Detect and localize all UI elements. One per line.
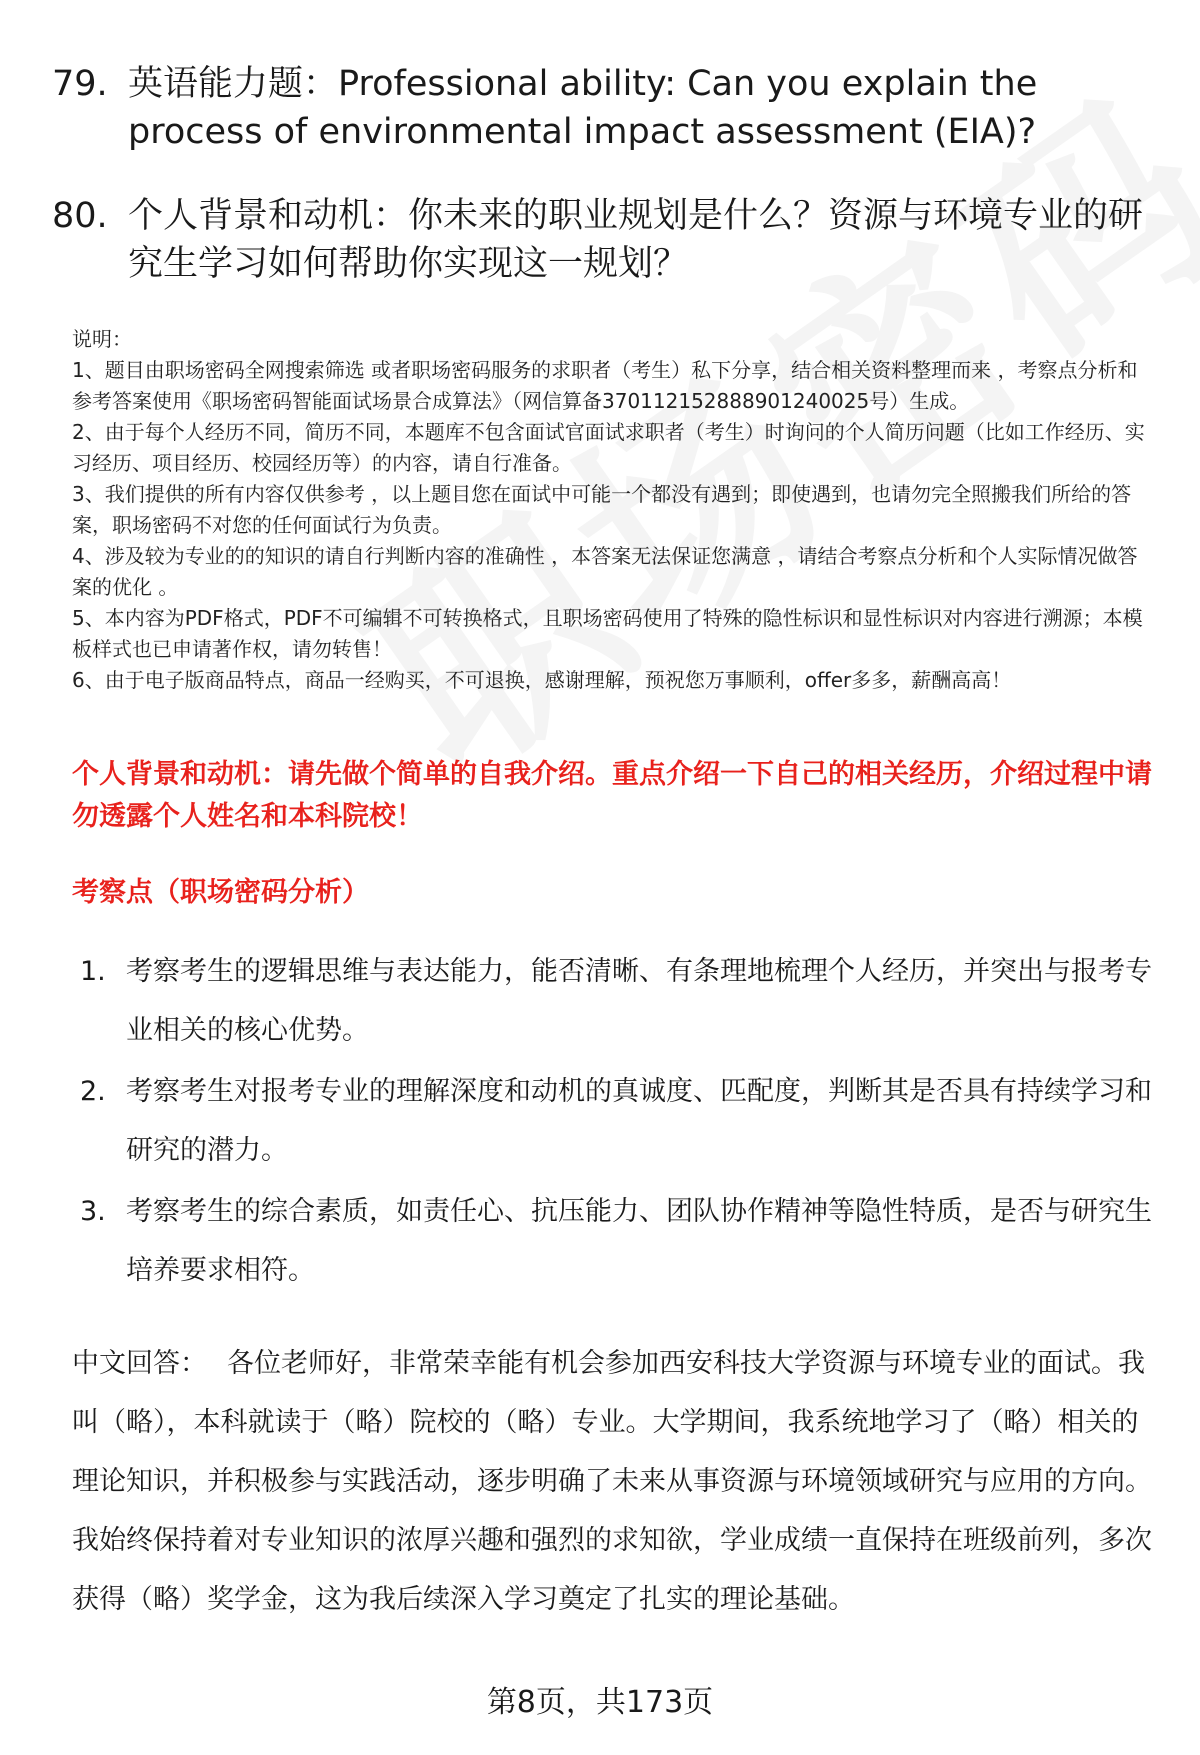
note-item: 2、由于每个人经历不同，简历不同，本题库不包含面试官面试求职者（考生）时询问的个人简历问题（比如工作经历、实习经历、项目经历、校园经历等）的内容，请自行准备。 [72,420,1145,475]
question-79 [52,60,1152,156]
answer-text: 各位老师好，非常荣幸能有机会参加西安科技大学资源与环境专业的面试。我叫（略），本科就读于（略）院校的（略）专业。大学期间，我系统地学习了（略）相关的理论知识，并积极参与实践活动，逐步明确了未来从事资源与环境领域研究与应用的方向。我始终保持着对专业知识的浓厚兴趣和强烈的求知欲，学业成绩一直保持在班级前列，多次获得（略）奖学金，这为我后续深入学习奠定了扎实的理论基础。 [72,1348,1152,1615]
analysis-title: 考察点（职场密码分析） [72,877,369,908]
note-item: 5、本内容为PDF格式，PDF不可编辑不可转换格式，且职场密码使用了特殊的隐性标识和显性标识对内容进行溯源；本模板样式也已申请著作权，请勿转售！ [72,606,1143,661]
question-text: 英语能力题：Professional ability: Can you explain the process of environmental impact assessment (EIA)? [128,64,1038,152]
section-heading: 个人背景和动机：请先做个简单的自我介绍。重点介绍一下自己的相关经历，介绍过程中请勿透露个人姓名和本科院校！ [72,759,1152,832]
question-80 [52,192,1152,288]
page-number: 第8页，共173页 [486,1685,714,1720]
notes-title: 说明： [72,327,132,351]
question-text: 个人背景和动机：你未来的职业规划是什么？资源与环境专业的研究生学习如何帮助你实现这一规划？ [128,196,1144,284]
point-number: 2. [80,1076,106,1107]
question-number: 79. [52,64,108,104]
point-text: 考察考生的逻辑思维与表达能力，能否清晰、有条理地梳理个人经历，并突出与报考专业相关的核心优势。 [126,956,1152,1046]
point-text: 考察考生的综合素质，如责任心、抗压能力、团队协作精神等隐性特质，是否与研究生培养要求相符。 [126,1196,1152,1286]
point-text: 考察考生对报考专业的理解深度和动机的真诚度、匹配度，判断其是否具有持续学习和研究的潜力。 [126,1076,1152,1166]
question-number: 80. [52,196,108,236]
notes-section [72,324,1152,696]
note-item: 6、由于电子版商品特点，商品一经购买，不可退换，感谢理解，预祝您万事顺利，offer多多，薪酬高高！ [72,668,1012,692]
note-item: 3、我们提供的所有内容仅供参考 ，以上题目您在面试中可能一个都没有遇到；即使遇到，也请勿完全照搬我们所给的答案，职场密码不对您的任何面试行为负责。 [72,482,1132,537]
analysis-points [80,942,1160,1302]
point-number: 1. [80,956,106,987]
answer-paragraph [72,1334,1162,1629]
analysis-point [80,942,1160,1060]
point-number: 3. [80,1196,106,1227]
note-item: 1、题目由职场密码全网搜索筛选 或者职场密码服务的求职者（考生）私下分享，结合相关资料整理而来 ，考察点分析和参考答案使用《职场密码智能面试场景合成算法》（网信算备370112152888901240025号）生成。 [72,358,1138,413]
answer-label: 中文回答： [72,1348,207,1379]
note-item: 4、涉及较为专业的的知识的请自行判断内容的准确性 ，本答案无法保证您满意 ，请结合考察点分析和个人实际情况做答案的优化 。 [72,544,1138,599]
analysis-point [80,1182,1160,1300]
analysis-point [80,1062,1160,1180]
